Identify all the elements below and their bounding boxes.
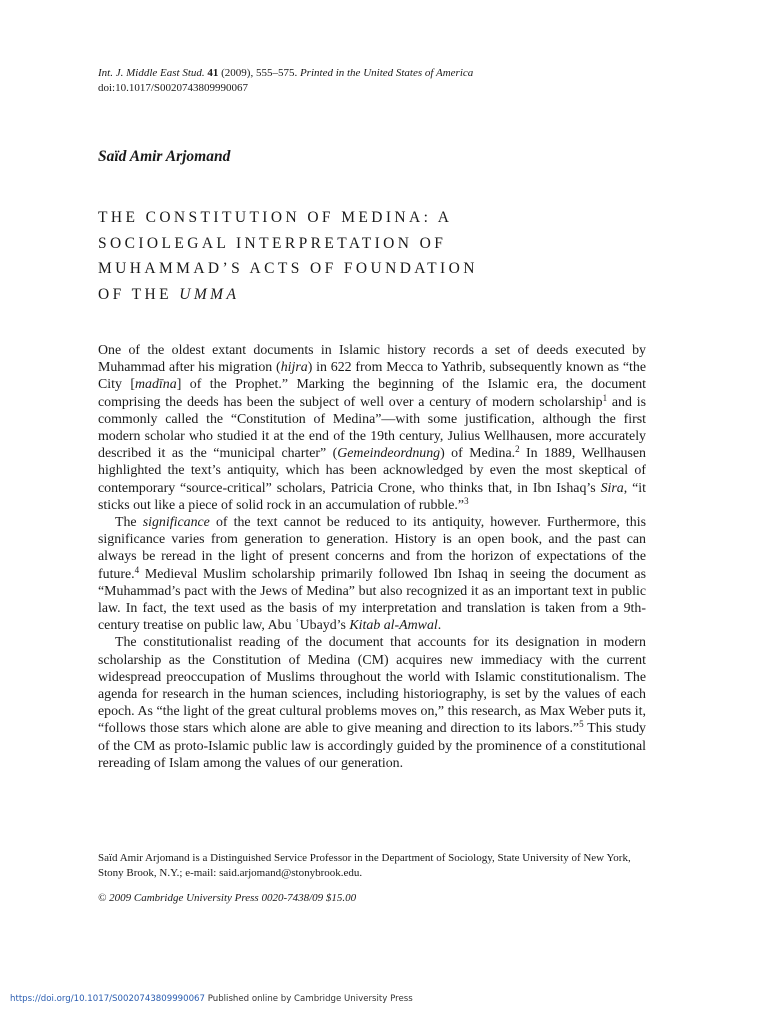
doi-link[interactable]: https://doi.org/10.1017/S0020743809990067: [10, 994, 205, 1004]
p2-text-2: of the text cannot be reduced to its antiquity, however. Furthermore, this significance varies from generation to generation. History is an open book, and the past can always be reread in the light of present concerns and from the horizon of expectations of the future.: [98, 515, 646, 582]
term-gemeindeordnung: Gemeindeordnung: [337, 446, 441, 462]
footnote-ref-3[interactable]: 3: [464, 495, 469, 506]
p3-text-1: The constitutionalist reading of the document that accounts for its designation in modern scholarship as the Constitution of Medina (CM) acquires new immediacy with the current widespread preoccupation of Muslims throughout the world with Islamic constitutionalism. The agenda for research in the human sciences, including historiography, is set by the values of each epoch. As “the light of the great cultural problems moves on,” this research, as Max Weber puts it, “follows those stars which alone are able to give meaning and direction to its labors.”: [98, 635, 646, 737]
paragraph-1: [98, 342, 646, 514]
printed-note: Printed in the United States of America: [299, 67, 474, 79]
author-name: Saïd Amir Arjomand: [98, 148, 231, 165]
p1-text-7: , “it sticks out like a piece of solid rock in an accumulation of rubble.”: [98, 480, 646, 513]
p1-text-3: ] of the Prophet.” Marking the beginning of the Islamic era, the document comprising the deeds has been the subject of well over a century of modern scholarship: [98, 377, 646, 410]
term-madina: madīna: [135, 377, 177, 393]
footnote-ref-2[interactable]: 2: [515, 444, 520, 455]
title-line-4: [98, 282, 658, 308]
journal-abbrev: Int. J. Middle East Stud.: [98, 67, 205, 79]
p2-text-1: The: [115, 515, 143, 531]
journal-volume: 41: [207, 67, 219, 79]
article-body: [98, 342, 646, 772]
header-doi: doi:10.1017/S0020743809990067: [98, 82, 249, 94]
p2-text-3: Medieval Muslim scholarship primarily followed Ibn Ishaq in seeing the document as “Muhammad’s pact with the Jews of Medina” but also recognized it as an important text in public law. In fact, the text used as the basis of my interpretation and translation is taken from a 9th-century treatise on public law, Abu ʿUbayd’s: [98, 566, 646, 634]
term-kitab-al-amwal: Kitab al-Amwal: [349, 618, 438, 634]
title-line-2: SOCIOLEGAL INTERPRETATION OF: [98, 234, 447, 252]
p2-text-4: .: [437, 618, 442, 634]
title-line-1: THE CONSTITUTION OF MEDINA: A: [98, 209, 453, 226]
title-line-4-prefix: OF THE: [98, 285, 172, 303]
term-hijra: hijra: [280, 360, 308, 376]
footnote-ref-4[interactable]: 4: [134, 564, 140, 575]
p3-text-2: This study of the CM as proto-Islamic public law is accordingly guided by the prominence of a constitutional rereading of Islam among the values of our generation.: [98, 721, 646, 771]
author-bio: Saïd Amir Arjomand is a Distinguished Service Professor in the Department of Sociology, State University of New York, Stony Brook, N.Y.; e-mail: said.arjomand@stonybrook.edu.: [98, 852, 631, 879]
article-title: [98, 205, 658, 307]
journal-year-pages: (2009), 555–575.: [221, 67, 298, 79]
p1-text-6: In 1889, Wellhausen highlighted the text’s antiquity, which has been acknowledged by even the most skeptical of contemporary “source-critical” scholars, Patricia Crone, who thinks that, in Ibn Ishaq’s: [98, 446, 646, 496]
published-note: Published online by Cambridge University Press: [205, 994, 413, 1004]
paragraph-3: [98, 634, 646, 772]
p1-text-1: One of the oldest extant documents in Islamic history records a set of deeds executed by Muhammad after his migration (: [98, 343, 646, 376]
footnote-ref-5[interactable]: 5: [579, 719, 584, 730]
title-umma: UMMA: [179, 285, 240, 303]
page-footer: [10, 994, 413, 1004]
p1-text-4: and is commonly called the “Constitution of Medina”—with some justification, although the first modern scholar who studied it at the end of the 19th century, Julius Wellhausen, more accurately described it as the “municipal charter” (: [98, 394, 646, 462]
title-line-3: MUHAMMAD’S ACTS OF FOUNDATION: [98, 260, 478, 277]
term-sira: Sira: [600, 480, 624, 496]
term-significance: significance: [142, 515, 210, 531]
p1-text-2: ) in 622 from Mecca to Yathrib, subsequently known as “the City [: [98, 360, 646, 393]
footnote-ref-1[interactable]: 1: [602, 392, 608, 403]
paragraph-2: [98, 514, 646, 634]
copyright-line: © 2009 Cambridge University Press 0020-7438/09 $15.00: [98, 892, 357, 904]
journal-header: [98, 66, 678, 96]
journal-citation: [98, 66, 678, 81]
p1-text-5: ) of Medina.: [440, 446, 516, 462]
